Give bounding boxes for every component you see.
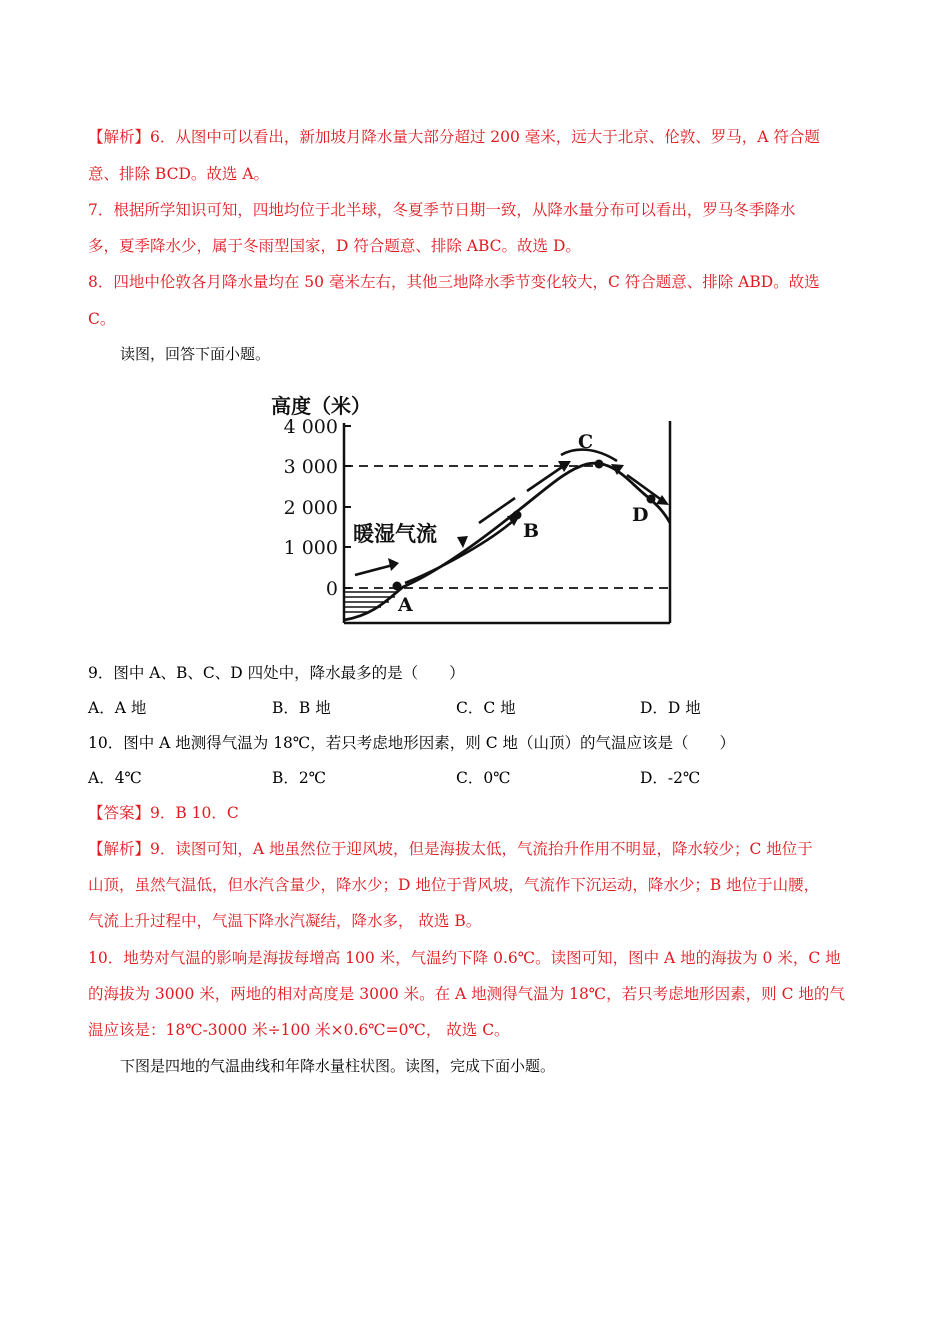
- q9-stem: 9．图中 A、B、C、D 四处中，降水最多的是（ ）: [88, 664, 465, 682]
- q10-option-d[interactable]: D．-2℃: [640, 769, 701, 787]
- point-a-label: A: [398, 594, 413, 616]
- intro-read-figure: 读图，回答下面小题。: [120, 345, 271, 363]
- tick-2000: 2 000: [283, 497, 338, 519]
- analysis-9-line-2: 山顶，虽然气温低，但水汽含量少，降水少；D 地位于背风坡，气流作下沉运动，降水少；B 地位于山腰，: [88, 876, 820, 894]
- sea-hatch: [344, 592, 397, 612]
- airflow-label: 暖湿气流: [353, 521, 437, 546]
- q9-option-b[interactable]: B．B 地: [272, 699, 331, 717]
- point-d-label: D: [632, 504, 649, 526]
- y-axis-label: 高度（米）: [271, 394, 371, 418]
- q10-stem: 10．图中 A 地测得气温为 18℃，若只考虑地形因素，则 C 地（山顶）的气温应该是（ ）: [88, 734, 735, 752]
- intro-next-figure: 下图是四地的气温曲线和年降水量柱状图。读图，完成下面小题。: [120, 1057, 556, 1075]
- q9-option-d[interactable]: D．D 地: [640, 699, 701, 717]
- point-b-dot: [513, 511, 522, 520]
- tick-1000: 1 000: [283, 537, 338, 559]
- q10-option-b[interactable]: B．2℃: [272, 769, 327, 787]
- analysis-8-line-2: C。: [88, 310, 116, 328]
- q9-option-c[interactable]: C．C 地: [456, 699, 516, 717]
- tick-4000: 4 000: [283, 416, 338, 438]
- tick-0: 0: [325, 578, 338, 600]
- analysis-6-line-1: 【解析】6．从图中可以看出，新加坡月降水量大部分超过 200 毫米，远大于北京、伦敦、罗马，A 符合题: [88, 128, 820, 146]
- altitude-diagram: [265, 385, 685, 635]
- analysis-7-line-2: 多，夏季降水少，属于冬雨型国家，D 符合题意、排除 ABC。故选 D。: [88, 237, 581, 255]
- point-b-label: B: [523, 520, 540, 542]
- q10-option-a[interactable]: A．4℃: [88, 769, 142, 787]
- analysis-9-line-3: 气流上升过程中，气温下降水汽凝结，降水多， 故选 B。: [88, 912, 482, 930]
- q10-option-c[interactable]: C．0℃: [456, 769, 511, 787]
- analysis-10-line-1: 10．地势对气温的影响是海拔每增高 100 米，气温约下降 0.6℃。读图可知，图中 A 地的海拔为 0 米，C 地: [88, 949, 841, 967]
- point-c-label: C: [578, 431, 594, 453]
- analysis-7-line-1: 7．根据所学知识可知，四地均位于北半球，冬夏季节日期一致，从降水量分布可以看出，罗马冬季降水: [88, 201, 796, 219]
- point-a-dot: [393, 582, 402, 591]
- analysis-9-line-1: 【解析】9．读图可知，A 地虽然位于迎风坡，但是海拔太低，气流抬升作用不明显，降水较少；C 地位于: [88, 840, 813, 858]
- answer-line: 【答案】9．B 10．C: [88, 804, 239, 822]
- analysis-10-line-3: 温应该是：18℃-3000 米÷100 米×0.6℃=0℃， 故选 C。: [88, 1021, 510, 1039]
- point-d-dot: [647, 495, 656, 504]
- analysis-8-line-1: 8．四地中伦敦各月降水量均在 50 毫米左右，其他三地降水季节变化较大，C 符合题意、排除 ABD。故选: [88, 273, 820, 291]
- q9-option-a[interactable]: A．A 地: [88, 699, 147, 717]
- analysis-10-line-2: 的海拔为 3000 米，两地的相对高度是 3000 米。在 A 地测得气温为 18℃，若只考虑地形因素，则 C 地的气: [88, 985, 845, 1003]
- analysis-6-line-2: 意、排除 BCD。故选 A。: [88, 165, 270, 183]
- point-c-dot: [595, 460, 604, 469]
- tick-3000: 3 000: [283, 456, 338, 478]
